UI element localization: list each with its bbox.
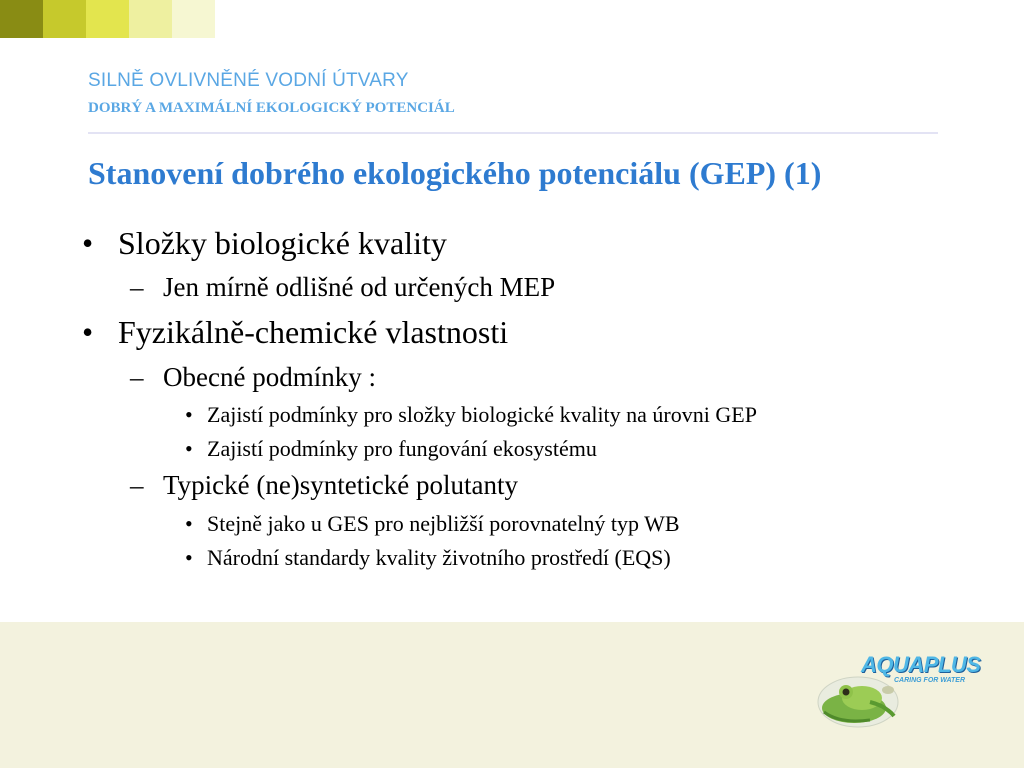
bullet-item: Obecné podmínky : [163, 362, 376, 392]
bullet-item: Stejně jako u GES pro nejbližší porovnatelný typ WB [207, 511, 680, 536]
bullet-marker: • [185, 402, 193, 427]
decor-swatch-3 [86, 0, 129, 38]
bullet-marker: • [185, 511, 193, 536]
bullet-item: Zajistí podmínky pro fungování ekosystému [207, 436, 597, 461]
header-subtitle: DOBRÝ A MAXIMÁLNÍ EKOLOGICKÝ POTENCIÁL [88, 100, 455, 116]
dash-marker: – [130, 362, 144, 392]
header-title: SILNĚ OVLIVNĚNÉ VODNÍ ÚTVARY [88, 70, 409, 91]
logo-tagline: CARING FOR WATER [894, 677, 966, 684]
decor-swatch-5 [172, 0, 215, 38]
dash-marker: – [130, 470, 144, 500]
bullet-marker: • [82, 314, 94, 350]
bullet-marker: • [185, 436, 193, 461]
company-logo [810, 650, 1010, 740]
logo-name: AQUAPLUS [861, 652, 981, 677]
bullet-item: Typické (ne)syntetické polutanty [163, 470, 518, 500]
bullet-marker: • [185, 545, 193, 570]
bullet-item: Složky biologické kvality [118, 225, 447, 261]
dash-marker: – [130, 272, 144, 302]
bullet-item: Fyzikálně-chemické vlastnosti [118, 314, 509, 350]
header-divider [88, 132, 938, 134]
bullet-item: Zajistí podmínky pro složky biologické kvality na úrovni GEP [207, 402, 757, 427]
bullet-item: Národní standardy kvality životního prostředí (EQS) [207, 545, 671, 570]
bullet-marker: • [82, 225, 94, 261]
slide-title: Stanovení dobrého ekologického potenciálu (GEP) (1) [88, 155, 822, 191]
bullet-item: Jen mírně odlišné od určených MEP [163, 272, 556, 302]
decor-swatch-2 [43, 0, 86, 38]
decor-swatch-1 [0, 0, 43, 38]
decor-swatch-4 [129, 0, 172, 38]
